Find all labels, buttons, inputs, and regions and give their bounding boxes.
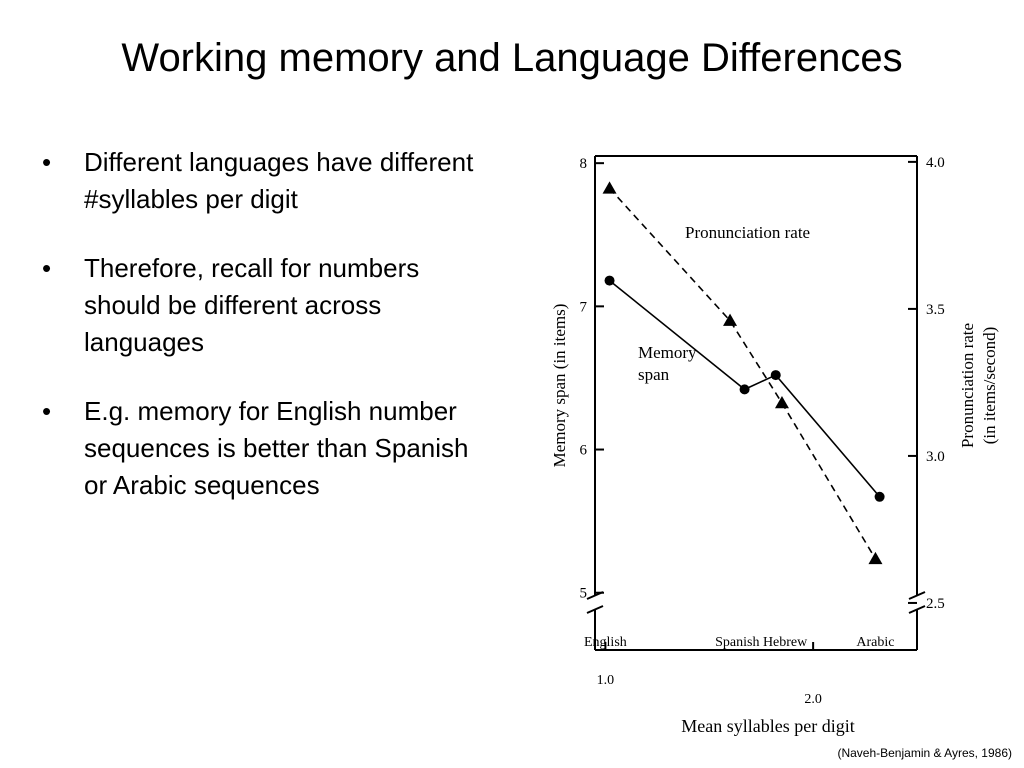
y-right-axis-title: Pronunciation rate: [958, 322, 977, 449]
category-label: Arabic: [856, 635, 895, 650]
memory-span-point: [875, 492, 885, 502]
pronunciation-rate-point: [775, 396, 789, 408]
x-axis-title: Mean syllables per digit: [681, 716, 855, 736]
y-left-tick-label: 5: [579, 585, 587, 602]
line-chart: [505, 128, 1024, 738]
bullet-text: E.g. memory for English number sequences is better than Spanish or Arabic sequences: [84, 396, 469, 500]
pronunciation-rate-point: [603, 181, 617, 193]
y-left-tick-label: 8: [579, 156, 587, 173]
y-right-tick-label: 3.0: [926, 448, 945, 465]
series-1: [605, 276, 885, 502]
chart-labels: [550, 223, 999, 736]
memory-span-point: [740, 384, 750, 394]
y-right-tick-label: 4.0: [926, 154, 945, 171]
memory-span-point: [771, 370, 781, 380]
y-left-axis-title: Memory span (in items): [550, 303, 569, 468]
x-tick-label: 2.0: [804, 692, 822, 707]
bullet-item: [42, 144, 482, 218]
slide-title: Working memory and Language Differences: [121, 36, 903, 80]
citation: (Naveh-Benjamin & Ayres, 1986): [837, 746, 1012, 760]
category-label: Spanish Hebrew: [715, 635, 808, 650]
memory-span-label: Memory: [638, 343, 697, 362]
y-right-tick-label: 2.5: [926, 595, 945, 612]
bullet-list: [42, 144, 482, 536]
pronunciation-rate-point: [868, 552, 882, 564]
y-left-tick-label: 7: [579, 299, 587, 316]
chart-figure: [505, 128, 1024, 738]
category-label: English: [583, 635, 627, 650]
bullet-text: Different languages have different #syllables per digit: [84, 147, 474, 214]
bullet-item: [42, 393, 482, 504]
memory-span-point: [605, 276, 615, 286]
y-right-tick-label: 3.5: [926, 301, 945, 318]
y-left-tick-label: 6: [579, 442, 587, 459]
x-tick-label: 1.0: [596, 673, 615, 688]
y-right-axis-title: (in items/second): [980, 326, 999, 445]
bullet-marker: •: [42, 147, 52, 177]
bullet-text: Therefore, recall for numbers should be different across languages: [84, 253, 420, 357]
pronunciation-rate-label: Pronunciation rate: [685, 223, 811, 242]
memory-span-label: span: [638, 365, 670, 384]
bullet-marker: •: [42, 396, 52, 426]
bullet-marker: •: [42, 253, 52, 283]
bullet-item: [42, 250, 482, 361]
